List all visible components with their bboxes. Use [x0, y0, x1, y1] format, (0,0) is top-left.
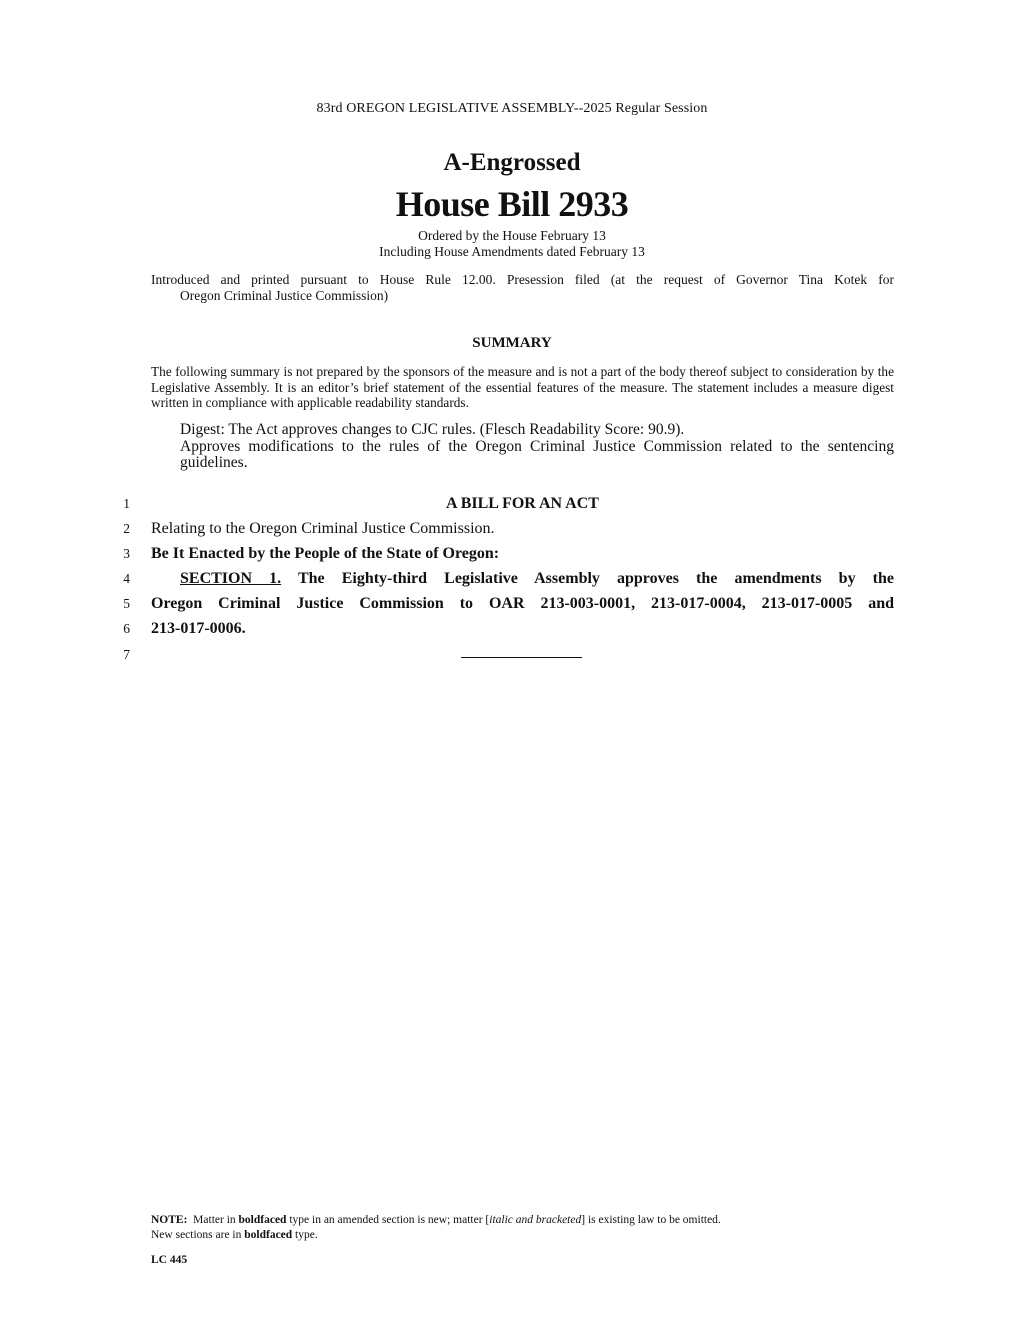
bill-heading: A BILL FOR AN ACT: [446, 495, 599, 512]
lc-number: LC 445: [151, 1254, 188, 1266]
session-header: 83rd OREGON LEGISLATIVE ASSEMBLY--2025 Regular Session: [316, 101, 708, 116]
ordered-line: Ordered by the House February 13: [418, 228, 606, 243]
note-bold: boldfaced: [238, 1214, 287, 1226]
note-text: ] is existing law to be omitted.: [581, 1214, 721, 1226]
approves-text: [151, 439, 894, 472]
line-number: 3: [123, 546, 130, 561]
intro-line-1: Introduced and printed pursuant to House Rule 12.00. Presession filed (at the request of Governor Tina Kotek for: [151, 272, 894, 287]
line-number: 2: [123, 521, 130, 536]
ordered-block: [0, 228, 1024, 260]
digest-block: [151, 422, 894, 472]
note-line-2: [151, 1228, 911, 1243]
section-label: SECTION 1.: [180, 570, 282, 587]
footer-note: [151, 1213, 911, 1243]
relating-clause: Relating to the Oregon Criminal Justice Commission.: [151, 520, 495, 537]
note-text: New sections are in: [151, 1229, 242, 1241]
introduction-note: [151, 272, 894, 304]
bill-title: House Bill 2933: [395, 184, 629, 224]
summary-text: The following summary is not prepared by the sponsors of the measure and is not a part of the body thereof subject to consideration by the Legislative Assembly. It is an editor’s brief statement of the essential features of the measure. The statement includes a measure digest written in compliance with applicable readability standards.: [151, 364, 894, 410]
note-text: type in an amended section is new; matter [: [289, 1214, 490, 1226]
enacting-clause: Be It Enacted by the People of the State of Oregon:: [151, 545, 500, 562]
line-number: 4: [123, 571, 130, 586]
summary-heading: SUMMARY: [472, 335, 552, 351]
line-number: 1: [123, 496, 130, 511]
end-rule: [461, 657, 582, 658]
section-1-line-1: [151, 569, 894, 589]
amendments-line: Including House Amendments dated February 13: [379, 244, 645, 259]
digest-line: Digest: The Act approves changes to CJC rules. (Flesch Readability Score: 90.9).: [180, 421, 685, 438]
engrossed-label: A-Engrossed: [443, 149, 581, 176]
intro-line-2: Oregon Criminal Justice Commission): [180, 288, 389, 303]
note-text: type.: [295, 1229, 318, 1241]
line-number: 6: [123, 621, 130, 636]
note-bold: boldfaced: [244, 1229, 293, 1241]
section-1-line-3: 213-017-0006.: [151, 620, 246, 637]
note-line-1: [151, 1213, 911, 1228]
note-italic: italic and bracketed: [489, 1214, 582, 1226]
section-1-line-2: Oregon Criminal Justice Commission to OAR 213-003-0001, 213-017-0004, 213-017-0005 and: [151, 595, 894, 612]
section-text-1: The Eighty-third Legislative Assembly approves the amendments by the: [297, 570, 894, 587]
line-number: 7: [123, 647, 130, 662]
line-number: 5: [123, 596, 130, 611]
note-label: NOTE:: [151, 1214, 188, 1226]
approves-content: Approves modifications to the rules of the Oregon Criminal Justice Commission related to the sentencing guidelines.: [180, 437, 894, 471]
note-text: Matter in: [193, 1214, 236, 1226]
